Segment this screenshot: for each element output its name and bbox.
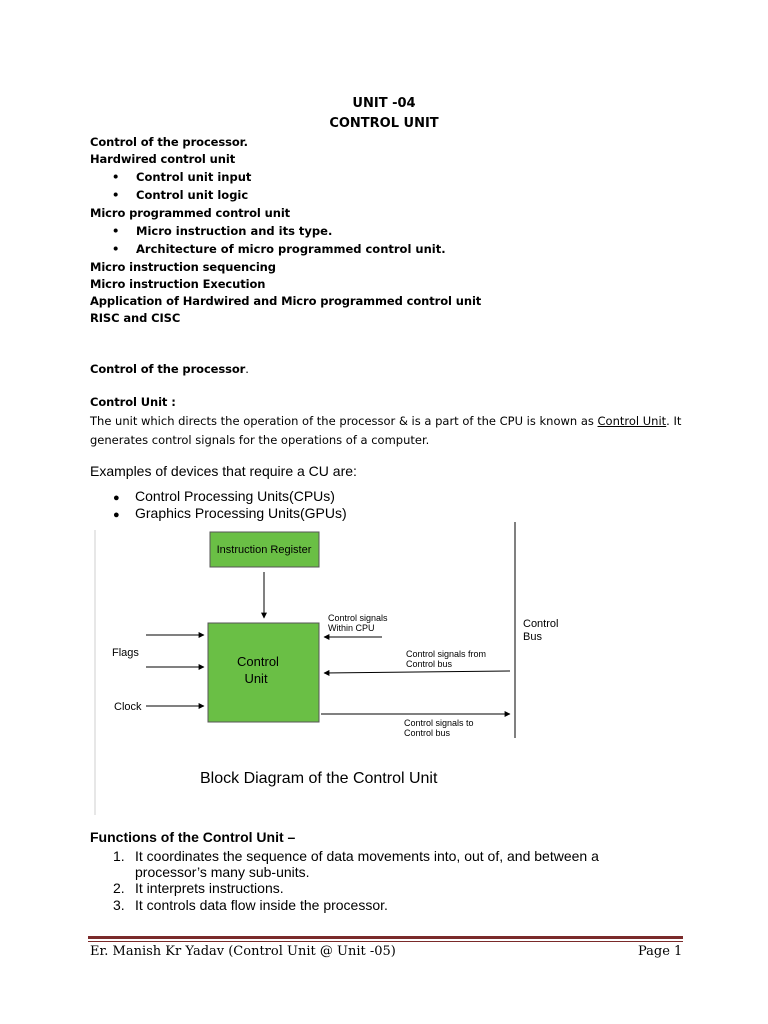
section-title: Control of the processor.: [90, 362, 249, 376]
control-unit-block-diagram: [92, 520, 559, 820]
bullet-icon: ●: [113, 509, 120, 521]
flags-label: Flags: [112, 647, 139, 659]
function-item: 3. It controls data flow inside the processor.: [113, 897, 388, 913]
signals-to-label-2: Control bus: [404, 728, 451, 738]
diagram-caption: Block Diagram of the Control Unit: [200, 770, 438, 787]
page-number: Page 1: [638, 944, 683, 959]
footer-author: Er. Manish Kr Yadav (Control Unit @ Unit -05): [90, 944, 396, 959]
examples-heading: Examples of devices that require a CU are:: [90, 463, 357, 479]
example-item: ● Graphics Processing Units(GPUs): [113, 505, 347, 521]
function-item: 2. It interprets instructions.: [113, 880, 284, 896]
signals-from-label-2: Control bus: [406, 659, 453, 669]
control-unit-label-line1: Control: [237, 654, 279, 669]
toc-item: Hardwired control unit: [90, 152, 236, 166]
functions-title: Functions of the Control Unit –: [90, 829, 296, 845]
signals-within-label-2: Within CPU: [328, 623, 375, 633]
bullet-icon: •: [112, 224, 120, 238]
toc-subitem: • Control unit input: [112, 170, 252, 184]
toc-item: Micro instruction Execution: [90, 277, 266, 291]
section-paragraph: The unit which directs the operation of the processor & is a part of the CPU is known as Control Unit. It generates control signals for the operations of a computer.: [90, 414, 682, 447]
bullet-icon: •: [112, 188, 120, 202]
footer-rule: [88, 936, 683, 939]
signals-from-arrow: [324, 671, 510, 673]
unit-number: UNIT -04: [352, 96, 416, 111]
toc-subitem: • Control unit logic: [112, 188, 249, 202]
control-unit-label-line2: Unit: [244, 671, 268, 686]
signals-to-label-1: Control signals to: [404, 718, 474, 728]
bullet-icon: ●: [113, 492, 120, 504]
clock-label: Clock: [114, 701, 142, 713]
toc-item: Micro programmed control unit: [90, 206, 291, 220]
instruction-register-label: Instruction Register: [216, 544, 312, 556]
toc-item: Control of the processor.: [90, 135, 248, 149]
function-item: 1. It coordinates the sequence of data movements into, out of, and between a processor’s many sub-units.: [113, 848, 599, 880]
control-bus-label-1: Control: [523, 618, 559, 630]
toc-item: RISC and CISC: [90, 311, 181, 325]
control-bus-label-2: Bus: [523, 631, 542, 643]
footer-rule: [88, 941, 683, 942]
section-subtitle: Control Unit :: [90, 395, 176, 409]
toc-item: Application of Hardwired and Micro programmed control unit: [90, 294, 482, 308]
bullet-icon: •: [112, 242, 120, 256]
example-item: ● Control Processing Units(CPUs): [113, 488, 335, 504]
page-title: CONTROL UNIT: [329, 116, 439, 131]
bullet-icon: •: [112, 170, 120, 184]
toc-subitem: • Micro instruction and its type.: [112, 224, 333, 238]
signals-within-label-1: Control signals: [328, 613, 388, 623]
toc-item: Micro instruction sequencing: [90, 260, 276, 274]
signals-from-label-1: Control signals from: [406, 649, 487, 659]
toc-subitem: • Architecture of micro programmed control unit.: [112, 242, 446, 256]
control-unit-link[interactable]: Control Unit: [597, 414, 667, 428]
